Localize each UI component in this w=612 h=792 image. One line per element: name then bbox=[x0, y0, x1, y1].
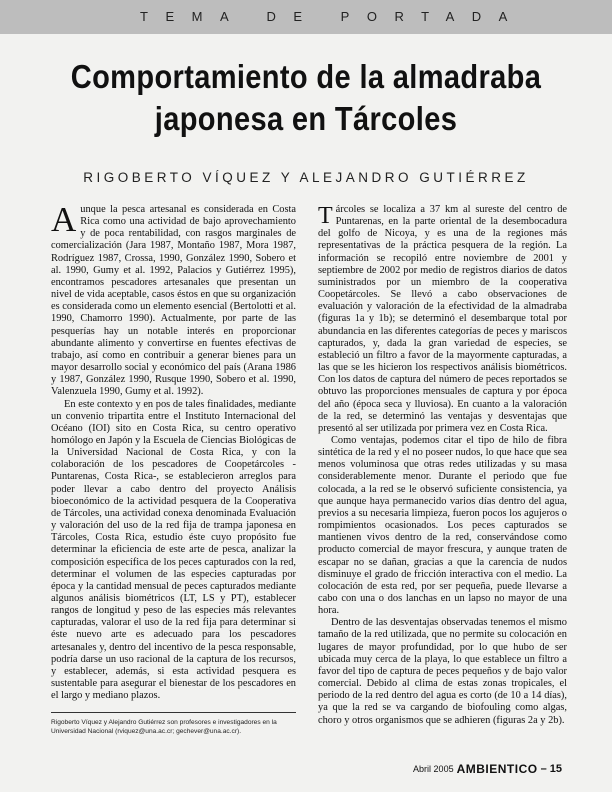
paragraph-text: árcoles se localiza a 37 km al sureste del centro de Puntarenas, en la parte oriental de la desembocadura del golfo de Nicoya, y es una de la regiones más representativas de la práctica pesquera de la región. La información se recopiló entre noviembre de 2001 y septiembre de 2002 por medio de registros diarios de datos suministrados por un miembro de la cooperativa Coopetárcoles. Se llevó a cabo observaciones de evaluación y valoración de la efectividad de la almadraba (figuras 1a y 1b); se determinó el desembarque total por abundancia en las diferentes categorías de peces y mariscos capturados, y, dada la gran variedad de especies, se estableció un filtro a favor de la mayormente capturadas, a las que se les hicieron los respectivos análisis biométricos. Con los datos de captura del número de peces reportados se obtuvo las proporciones mensuales de captura y por época del año (época seca y lluviosa). En cuanto a la valoración de la red, se determinó las ventajas y desventajas que presentó al ser utilizada por primera vez en Costa Rica. bbox=[318, 204, 567, 434]
article-authors: RIGOBERTO VÍQUEZ Y ALEJANDRO GUTIÉRREZ bbox=[83, 170, 529, 185]
drop-cap: T bbox=[318, 203, 333, 229]
magazine-logo: AMBIENTICO bbox=[456, 762, 538, 776]
drop-cap: A bbox=[51, 200, 77, 239]
section-tag: TEMA DE PORTADA bbox=[140, 9, 525, 24]
footnote-divider bbox=[51, 712, 296, 713]
page-footer bbox=[413, 762, 562, 776]
article-column-left bbox=[51, 200, 296, 702]
article-column-right bbox=[318, 204, 567, 727]
article-title: Comportamiento de la almadraba japonesa en Tárcoles bbox=[70, 58, 542, 137]
issue-date: Abril 2005 bbox=[413, 764, 454, 774]
paragraph: Como ventajas, podemos citar el tipo de hilo de fibra sintética de la red y el no poseer nudos, lo que hace que sea menos voluminosa que otras redes utilizadas y su masa considerablemente menor. Durante el periodo que fue colocada, a la red se le observó suficiente consistencia, ya que aunque haya permanecido varios días dentro del agua, previos a su necesaria limpieza, fueron pocos los agujeros o rompimientos ocasionados. Los peces capturados se mantienen vivos dentro de la red, conservándose como producto comercial de mayor frescura, y aunque traten de escapar no se dañan, gracias a que la carencia de nudos disminuye el grado de fricción interactiva con el medio. La colocación de esta red, por ser pequeña, puede llevarse a cabo con una o dos lanchas en un lapso no mayor de una hora. bbox=[318, 434, 567, 617]
paragraph-text: unque la pesca artesanal es considerada en Costa Rica como una actividad de bajo aprovechamiento y de poca rentabilidad, con rasgos marginales de comercialización (Jara 1987, Montaño 1987, Mora 1987, Rodríguez 1987, Crossa, 1990, González 1990, Sobero et al. 1990, Gumy et al. 1992, Palacios y Gutiérrez 1995), encontramos pescadores artesanales que presentan un nivel de vida aceptable, casos éstos en que su organización es considerada como un elemento esencial (Bertolotti et al. 1990, Chamorro 1990). Actualmente, por parte de las pesquerías hay un notable interés en proporcionar abundante alimento y convertirse en fuentes efectivas de trabajo, así como en contribuir a generar bienes para un mayor desarrollo social y económico del país (Arana 1986 y 1987, González 1990, Rusque 1990, Sobero et al. 1990, Valenzuela 1990, Gumy et al. 1992). bbox=[51, 204, 296, 398]
author-footnote: Rigoberto Víquez y Alejandro Gutiérrez son profesores e investigadores en la Universidad Nacional (rviquez@una.ac.cr; gechever@una.ac.cr). bbox=[51, 719, 277, 735]
paragraph bbox=[318, 204, 567, 435]
paragraph: Dentro de las desventajas observadas tenemos el mismo tamaño de la red utilizada, que no permite su colocación en lugares de mayor profundidad, por lo que hubo de ser ubicada muy cerca de la playa, lo que establece un filtro a favor del tipo de captura de peces pequeños y de bajo valor comercial. Debido al clima de estas zonas tropicales, el periodo de la red dentro del agua es corto (de 10 a 14 días), ya que la red se va cargando de biofouling como algas, choro y otros organismos que se adhieren (figuras 2a y 2b). bbox=[318, 617, 567, 726]
paragraph bbox=[51, 200, 296, 399]
page-number: – 15 bbox=[540, 763, 562, 775]
section-header-bar bbox=[0, 0, 612, 34]
paragraph: En este contexto y en pos de tales finalidades, mediante un convenio tripartita entre el Instituto Internacional del Océano (IOI) sito en Costa Rica, su centro operativo homólogo en Japón y la Escuela de Ciencias Biológicas de la Universidad Nacional de Costa Rica, y con la colaboración de los pescadores de Coopetárcoles -Puntarenas, Costa Rica-, se establecieron arreglos para poder llevar a cabo dentro del proyecto Análisis bioeconómico de la actividad pesquera de la Cooperativa de Tárcoles, una actividad conexa denominada Evaluación y valoración del uso de la red fija de trampa japonesa en Tárcoles, Costa Rica, estudio éste cuyo propósito fue determinar la eficiencia de este arte de pesca, analizar la composición específica de los peces capturados con la red, determinar el volumen de las especies capturadas por época y la cantidad mensual de peces capturados mediante algunos análisis biométricos (LT, LS y PT), establecer rangos de longitud y peso de las especies más relevantes capturadas, valorar el uso de la red fija para determinar si éste nuevo arte es adecuado para los pescadores artesanales y, dentro del incentivo de la pesca responsable, podría darse un uso racional de la captura de los recursos, y establecer, además, si esta actividad pesquera es sustentable para asegurar el bienestar de los pescadores en el largo y mediano plazos. bbox=[51, 398, 296, 702]
